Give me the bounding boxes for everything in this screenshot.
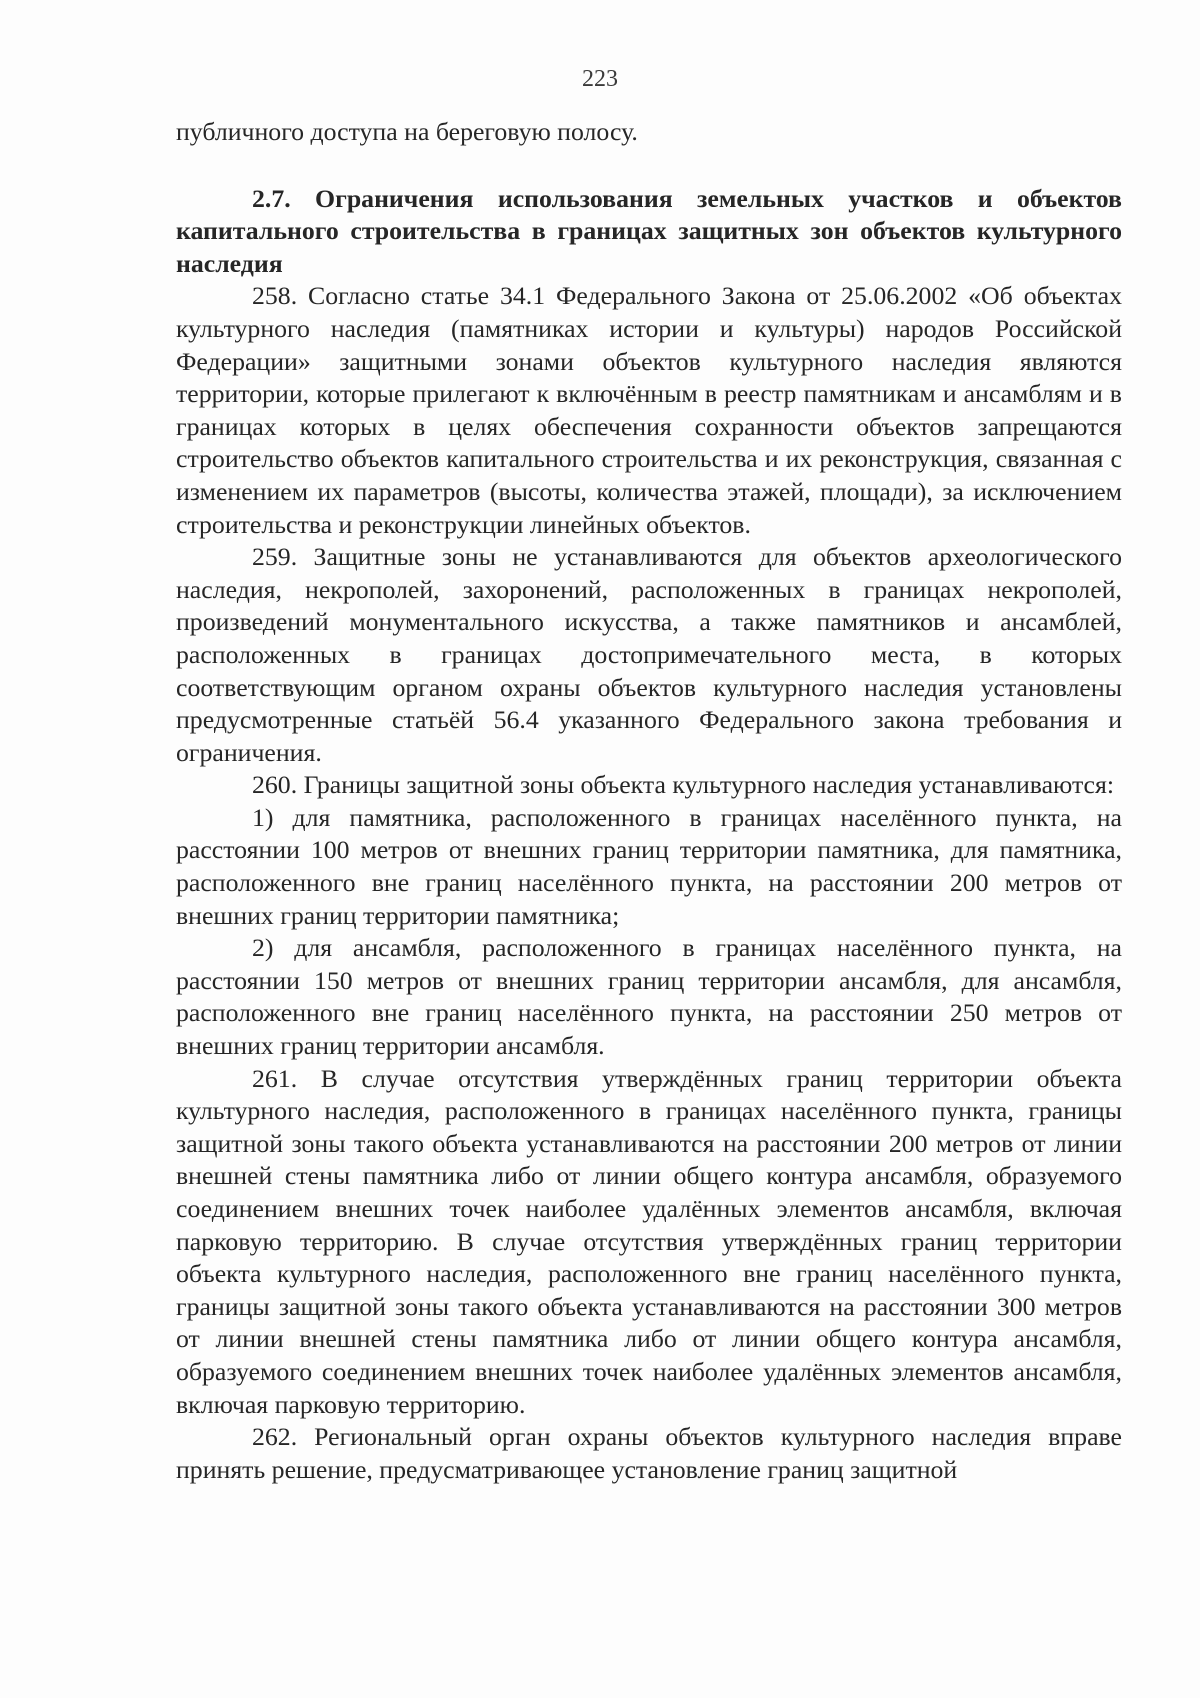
paragraph-262: 262. Региональный орган охраны объектов культурного наследия вправе принять решение, предусматривающее установление границ защитной <box>176 1422 1122 1484</box>
paragraph-continuation: публичного доступа на береговую полосу. <box>176 117 638 146</box>
paragraph-261: 261. В случае отсутствия утверждённых границ территории объекта культурного наследия, расположенного в границах населённого пункта, границы защитной зоны такого объекта устанавливаются на расстоянии 200 метров от линии внешней стены памятника либо от линии общего контура ансамбля, образуемого соединением внешних точек наиболее удалённых элементов ансамбля, включая парковую территорию. В случае отсутствия утверждённых границ территории объекта культурного наследия, расположенного вне границ населённого пункта, границы защитной зоны такого объекта устанавливаются на расстоянии 300 метров от линии внешней стены памятника либо от линии общего контура ансамбля, образуемого соединением внешних точек наиболее удалённых элементов ансамбля, включая парковую территорию. <box>176 1063 1122 1419</box>
document-body <box>176 116 1122 1486</box>
paragraph-259: 259. Защитные зоны не устанавливаются для объектов археологического наследия, некрополей, захоронений, расположенных в границах некрополей, произведений монументального искусства, а также памятников и ансамблей, расположенных в границах достопримечательного места, в которых соответствующим органом охраны объектов культурного наследия установлены предусмотренные статьёй 56.4 указанного Федерального закона требования и ограничения. <box>176 542 1122 767</box>
list-item-2: 2) для ансамбля, расположенного в границах населённого пункта, на расстоянии 150 метров от внешних границ территории ансамбля, для ансамбля, расположенного вне границ населённого пункта, на расстоянии 250 метров от внешних границ территории ансамбля. <box>176 933 1122 1061</box>
page-number: 223 <box>582 66 618 92</box>
paragraph-258: 258. Согласно статье 34.1 Федерального Закона от 25.06.2002 «Об объектах культурного наследия (памятниках истории и культуры) народов Российской Федерации» защитными зонами объектов культурного наследия являются территории, которые прилегают к включённым в реестр памятникам и ансамблям и в границах которых в целях обеспечения сохранности объектов запрещаются строительство объектов капитального строительства и их реконструкция, связанная с изменением их параметров (высоты, количества этажей, площади), за исключением строительства и реконструкции линейных объектов. <box>176 281 1122 539</box>
paragraph-260: 260. Границы защитной зоны объекта культурного наследия устанавливаются: <box>252 770 1115 800</box>
list-item-1: 1) для памятника, расположенного в границах населённого пункта, на расстоянии 100 метров от внешних границ территории памятника, для памятника, расположенного вне границ населённого пункта, на расстоянии 200 метров от внешних границ территории памятника; <box>176 802 1122 930</box>
section-heading: 2.7. Ограничения использования земельных участков и объектов капитального строительства в границах защитных зон объектов культурного наследия <box>176 183 1122 278</box>
